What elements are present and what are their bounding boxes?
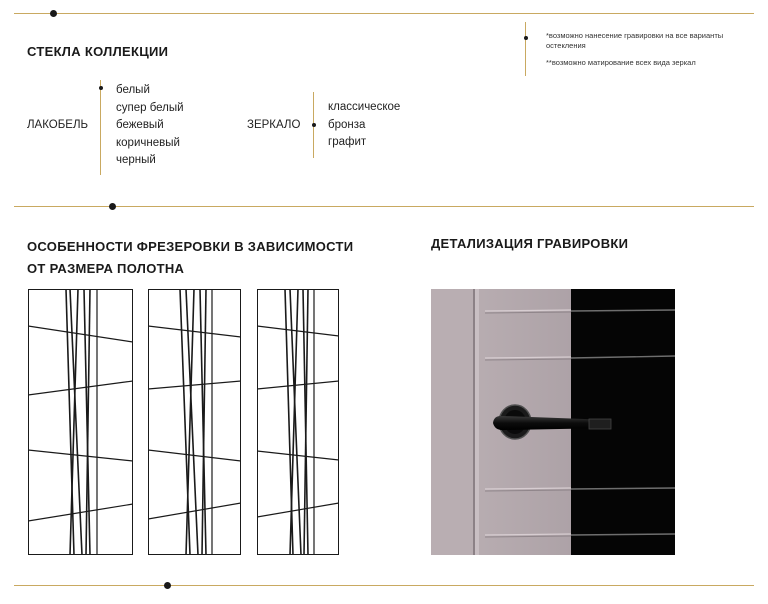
milling-panel-2 — [148, 289, 241, 555]
milling-title — [27, 236, 353, 280]
lacobel-label: ЛАКОБЕЛЬ — [27, 119, 89, 131]
note-matting: **возможно матирование всех вида зеркал — [546, 58, 696, 67]
lacobel-item-brown: коричневый — [116, 136, 180, 149]
notes-divider-dot — [524, 36, 528, 40]
mirror-item-bronze: бронза — [328, 118, 366, 131]
bottom-divider-dot — [164, 582, 171, 589]
lacobel-item-beige: бежевый — [116, 119, 164, 131]
engraving-detail-photo — [431, 289, 675, 555]
note-engraving: *возможно нанесение гравировки на все варианты остекления — [546, 31, 724, 50]
mirror-label: ЗЕРКАЛО — [247, 119, 301, 131]
bottom-divider — [14, 585, 754, 586]
engraving-title: ДЕТАЛИЗАЦИЯ ГРАВИРОВКИ — [431, 236, 629, 251]
milling-title-line2: ОТ РАЗМЕРА ПОЛОТНА — [27, 261, 185, 276]
mirror-divider-dot — [312, 123, 316, 127]
middle-divider — [14, 206, 754, 207]
lacobel-divider — [100, 80, 101, 175]
lacobel-item-black: черный — [116, 154, 156, 166]
notes-divider — [525, 22, 526, 76]
lacobel-divider-dot — [99, 86, 103, 90]
top-divider — [14, 13, 754, 14]
top-divider-dot — [50, 10, 57, 17]
milling-panel-1 — [28, 289, 133, 555]
milling-panel-3 — [257, 289, 339, 555]
mirror-item-graphite: графит — [328, 136, 367, 148]
lacobel-list — [116, 82, 184, 170]
mirror-list — [328, 99, 400, 152]
lacobel-item-white: белый — [116, 84, 150, 96]
mirror-item-classic: классическое — [328, 101, 401, 113]
middle-divider-dot — [109, 203, 116, 210]
milling-title-line1: ОСОБЕННОСТИ ФРЕЗЕРОВКИ В ЗАВИСИМОСТИ — [27, 239, 354, 254]
collection-glass-title: СТЕКЛА КОЛЛЕКЦИИ — [27, 44, 169, 59]
lacobel-item-super-white: супер белый — [116, 101, 184, 114]
